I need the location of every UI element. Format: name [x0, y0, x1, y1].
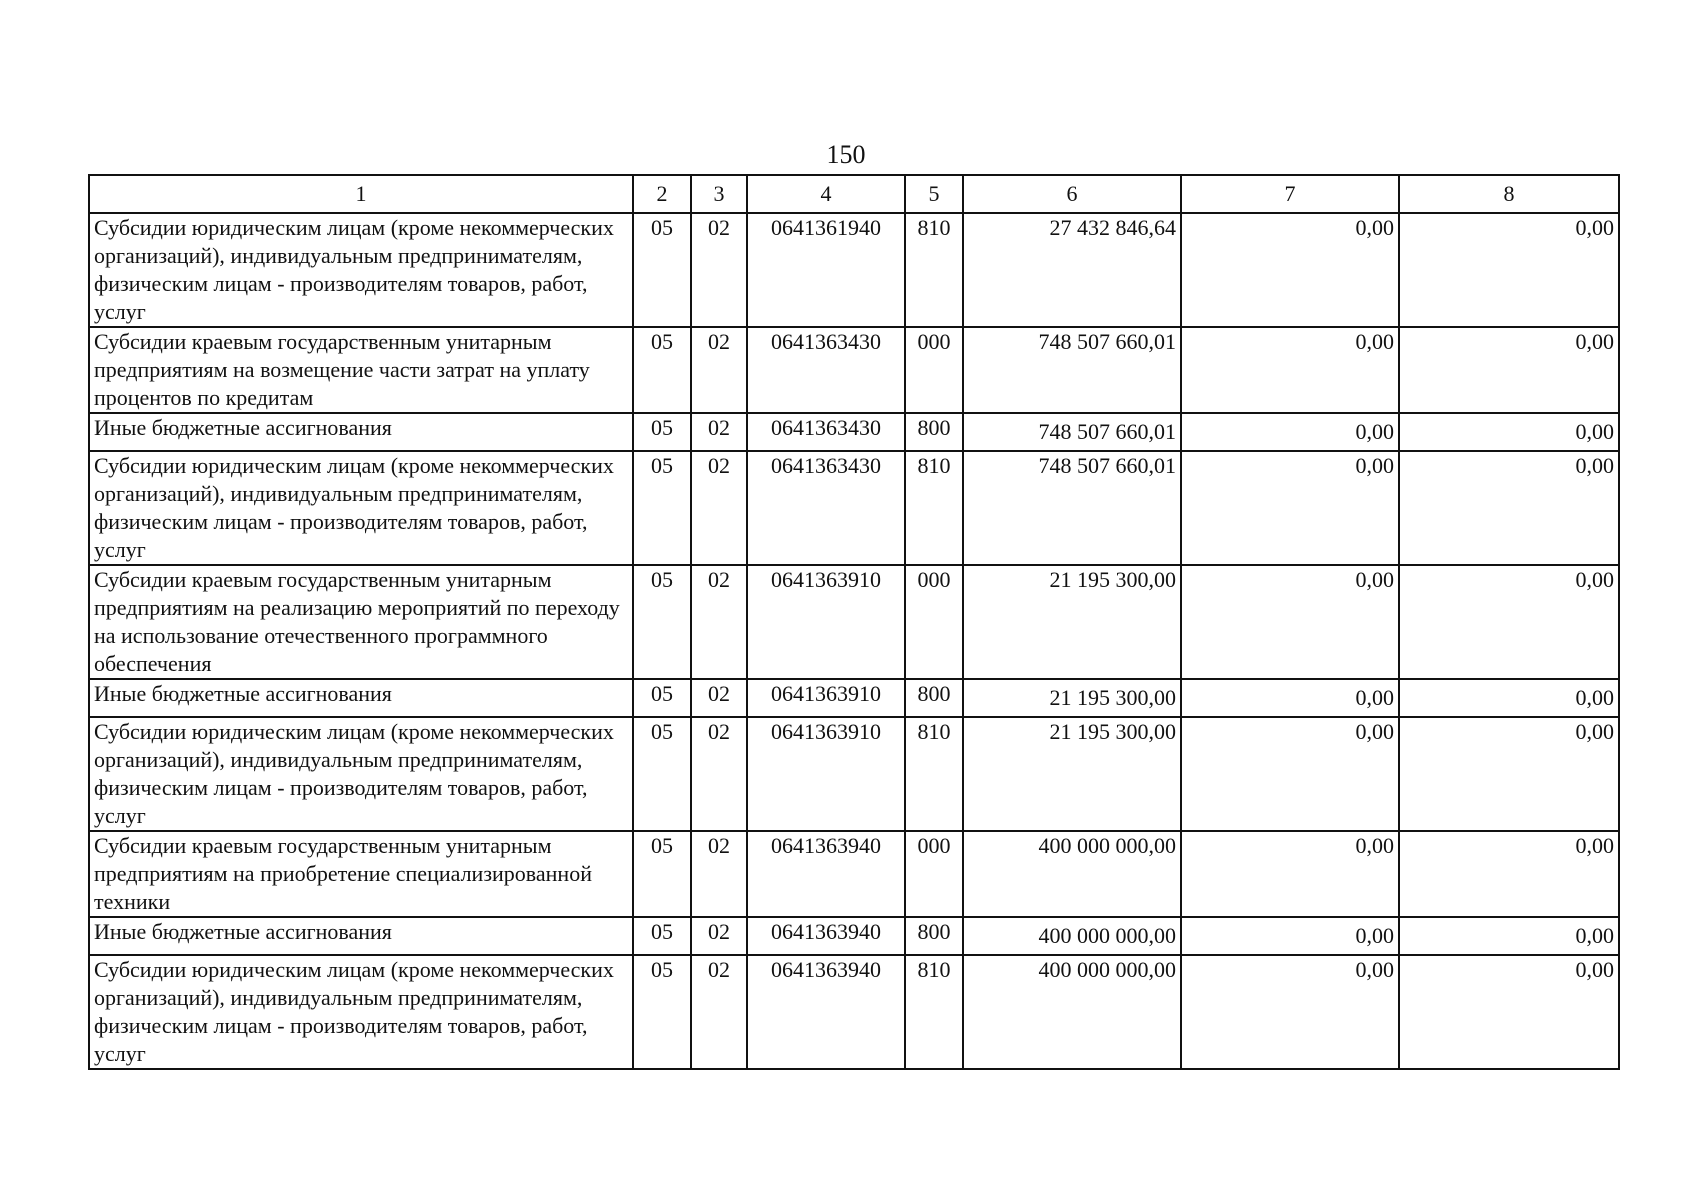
row-section: 05: [633, 679, 691, 717]
row-name: Иные бюджетные ассигнования: [89, 917, 633, 955]
row-name: Субсидии юридическим лицам (кроме некоммерческих организаций), индивидуальным предпринимателям, физическим лицам - производителям товаров, работ, услуг: [89, 717, 633, 831]
table-row: [89, 413, 1619, 451]
header-col-3: 3: [691, 175, 747, 213]
row-name: Субсидии краевым государственным унитарным предприятиям на реализацию мероприятий по переходу на использование отечественного программного обеспечения: [89, 565, 633, 679]
row-amount-8: 0,00: [1399, 565, 1619, 679]
row-section: 05: [633, 565, 691, 679]
row-amount-6: 27 432 846,64: [963, 213, 1181, 327]
row-target-code: 0641363430: [747, 413, 905, 451]
row-name: Субсидии краевым государственным унитарным предприятиям на возмещение части затрат на уплату процентов по кредитам: [89, 327, 633, 413]
row-amount-8: 0,00: [1399, 413, 1619, 451]
row-expense-type: 810: [905, 955, 963, 1069]
row-subsection: 02: [691, 831, 747, 917]
row-amount-8: 0,00: [1399, 917, 1619, 955]
row-target-code: 0641361940: [747, 213, 905, 327]
header-col-6: 6: [963, 175, 1181, 213]
row-subsection: 02: [691, 955, 747, 1069]
row-expense-type: 000: [905, 565, 963, 679]
row-subsection: 02: [691, 679, 747, 717]
header-col-5: 5: [905, 175, 963, 213]
table-row: [89, 213, 1619, 327]
row-section: 05: [633, 717, 691, 831]
header-row: [89, 175, 1619, 213]
header-col-1: 1: [89, 175, 633, 213]
row-target-code: 0641363940: [747, 917, 905, 955]
row-amount-8: 0,00: [1399, 679, 1619, 717]
row-expense-type: 800: [905, 413, 963, 451]
row-amount-7: 0,00: [1181, 413, 1399, 451]
row-amount-8: 0,00: [1399, 717, 1619, 831]
row-amount-6: 400 000 000,00: [963, 955, 1181, 1069]
row-subsection: 02: [691, 327, 747, 413]
header-col-7: 7: [1181, 175, 1399, 213]
row-subsection: 02: [691, 213, 747, 327]
budget-table: [88, 174, 1620, 1070]
table-row: [89, 831, 1619, 917]
row-expense-type: 800: [905, 679, 963, 717]
row-amount-7: 0,00: [1181, 917, 1399, 955]
row-target-code: 0641363910: [747, 679, 905, 717]
row-target-code: 0641363940: [747, 955, 905, 1069]
row-amount-7: 0,00: [1181, 451, 1399, 565]
row-section: 05: [633, 955, 691, 1069]
row-target-code: 0641363910: [747, 717, 905, 831]
row-name: Иные бюджетные ассигнования: [89, 679, 633, 717]
row-expense-type: 810: [905, 717, 963, 831]
row-amount-8: 0,00: [1399, 213, 1619, 327]
row-name: Субсидии юридическим лицам (кроме некоммерческих организаций), индивидуальным предпринимателям, физическим лицам - производителям товаров, работ, услуг: [89, 451, 633, 565]
header-col-8: 8: [1399, 175, 1619, 213]
row-name: Иные бюджетные ассигнования: [89, 413, 633, 451]
page-number: 150: [826, 140, 866, 169]
row-amount-7: 0,00: [1181, 327, 1399, 413]
row-subsection: 02: [691, 717, 747, 831]
row-amount-7: 0,00: [1181, 679, 1399, 717]
row-amount-7: 0,00: [1181, 565, 1399, 679]
row-amount-7: 0,00: [1181, 213, 1399, 327]
row-amount-8: 0,00: [1399, 955, 1619, 1069]
row-subsection: 02: [691, 917, 747, 955]
row-section: 05: [633, 451, 691, 565]
row-name: Субсидии юридическим лицам (кроме некоммерческих организаций), индивидуальным предпринимателям, физическим лицам - производителям товаров, работ, услуг: [89, 213, 633, 327]
row-section: 05: [633, 413, 691, 451]
row-target-code: 0641363910: [747, 565, 905, 679]
row-amount-8: 0,00: [1399, 327, 1619, 413]
table-row: [89, 679, 1619, 717]
row-name: Субсидии краевым государственным унитарным предприятиям на приобретение специализированной техники: [89, 831, 633, 917]
row-target-code: 0641363430: [747, 451, 905, 565]
header-col-2: 2: [633, 175, 691, 213]
row-target-code: 0641363430: [747, 327, 905, 413]
row-amount-7: 0,00: [1181, 717, 1399, 831]
header-col-4: 4: [747, 175, 905, 213]
row-name: Субсидии юридическим лицам (кроме некоммерческих организаций), индивидуальным предпринимателям, физическим лицам - производителям товаров, работ, услуг: [89, 955, 633, 1069]
row-expense-type: 000: [905, 327, 963, 413]
table-row: [89, 955, 1619, 1069]
row-subsection: 02: [691, 565, 747, 679]
row-expense-type: 000: [905, 831, 963, 917]
row-amount-6: 400 000 000,00: [963, 831, 1181, 917]
row-amount-6: 748 507 660,01: [963, 327, 1181, 413]
table-row: [89, 327, 1619, 413]
row-expense-type: 810: [905, 213, 963, 327]
row-section: 05: [633, 831, 691, 917]
row-amount-6: 21 195 300,00: [963, 565, 1181, 679]
row-amount-8: 0,00: [1399, 451, 1619, 565]
row-amount-6: 21 195 300,00: [963, 679, 1181, 717]
row-amount-6: 748 507 660,01: [963, 451, 1181, 565]
row-amount-7: 0,00: [1181, 955, 1399, 1069]
row-section: 05: [633, 917, 691, 955]
table-row: [89, 717, 1619, 831]
row-subsection: 02: [691, 413, 747, 451]
row-expense-type: 810: [905, 451, 963, 565]
row-section: 05: [633, 327, 691, 413]
row-target-code: 0641363940: [747, 831, 905, 917]
table-row: [89, 917, 1619, 955]
row-amount-7: 0,00: [1181, 831, 1399, 917]
row-section: 05: [633, 213, 691, 327]
row-amount-6: 748 507 660,01: [963, 413, 1181, 451]
row-amount-8: 0,00: [1399, 831, 1619, 917]
row-amount-6: 400 000 000,00: [963, 917, 1181, 955]
row-subsection: 02: [691, 451, 747, 565]
row-expense-type: 800: [905, 917, 963, 955]
table-row: [89, 451, 1619, 565]
row-amount-6: 21 195 300,00: [963, 717, 1181, 831]
table-row: [89, 565, 1619, 679]
